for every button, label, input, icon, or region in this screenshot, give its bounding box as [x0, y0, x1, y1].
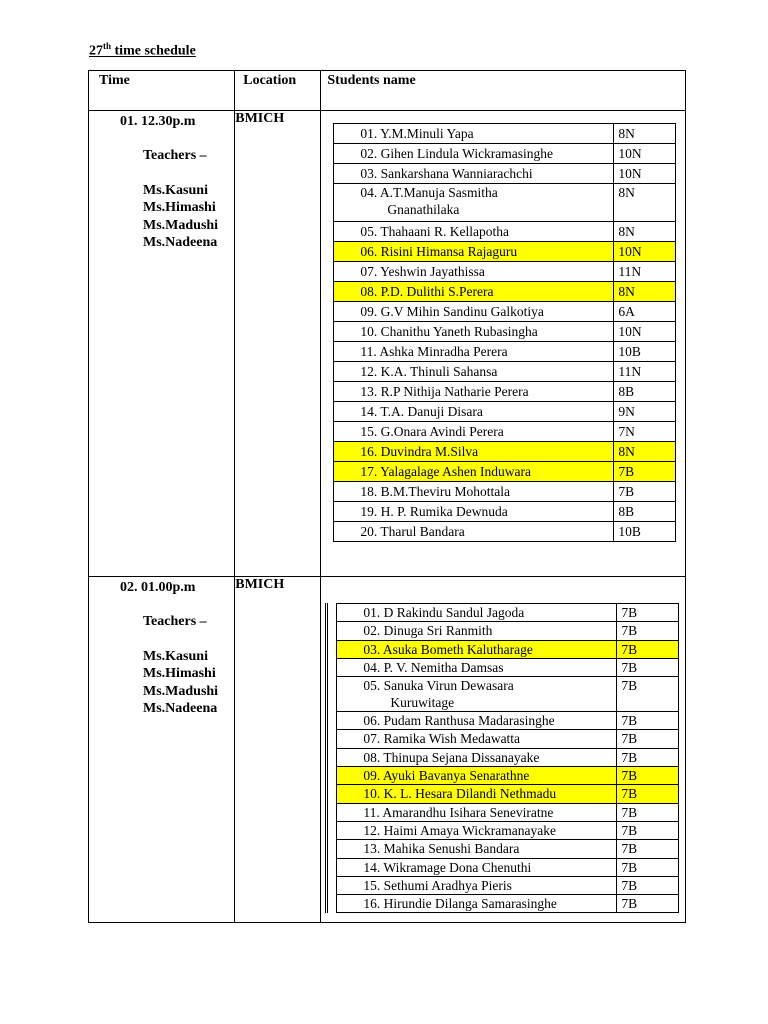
student-name: 04. A.T.Manuja Sasmitha — [360, 185, 498, 200]
student-name: 03. Asuka Bometh Kalutharage — [363, 641, 533, 657]
student-grade: 7B — [614, 462, 676, 482]
header-cell-time — [89, 71, 235, 111]
student-name-cell — [334, 144, 614, 164]
student-name: 11. Amarandhu Isihara Seneviratne — [363, 804, 554, 820]
student-name: 01. Y.M.Minuli Yapa — [360, 126, 474, 141]
student-row — [337, 803, 679, 821]
student-row — [334, 322, 676, 342]
student-row — [334, 402, 676, 422]
student-row — [337, 785, 679, 803]
student-name-cell — [337, 785, 617, 803]
student-name-continued: Gnanathilaka — [387, 202, 460, 217]
student-grade: 11N — [614, 262, 676, 282]
student-row — [334, 482, 676, 502]
session-2-location: BMICH — [235, 577, 321, 923]
student-name-cell — [337, 622, 617, 640]
student-name-cell — [337, 840, 617, 858]
student-grade: 10N — [614, 322, 676, 342]
student-grade: 8B — [614, 502, 676, 522]
student-name-cell — [337, 712, 617, 730]
student-name: 12. K.A. Thinuli Sahansa — [360, 364, 498, 379]
student-name-cell — [334, 222, 614, 242]
student-row — [337, 622, 679, 640]
student-row — [337, 840, 679, 858]
student-row — [334, 442, 676, 462]
student-row — [334, 164, 676, 184]
teacher-name: Ms.Nadeena — [143, 701, 218, 716]
student-name-cell — [334, 184, 614, 222]
session-1-time-block — [89, 111, 234, 252]
student-name-cell — [334, 164, 614, 184]
student-name: 01. D Rakindu Sandul Jagoda — [363, 605, 525, 620]
student-grade: 10B — [614, 522, 676, 542]
student-name: 20. Tharul Bandara — [360, 524, 465, 539]
student-name-cell — [337, 767, 617, 785]
student-name-cell — [334, 302, 614, 322]
student-grade: 8N — [614, 124, 676, 144]
student-grade: 9N — [614, 402, 676, 422]
student-name: 11. Ashka Minradha Perera — [360, 344, 508, 359]
session-2-teacher-list — [143, 648, 234, 718]
session-row-1 — [89, 111, 686, 577]
session-2-students-cell — [321, 577, 686, 923]
student-name-cell — [334, 282, 614, 302]
student-name: 06. Pudam Ranthusa Madarasinghe — [363, 713, 555, 729]
student-name-cell — [334, 402, 614, 422]
session-2-students-table — [336, 603, 679, 913]
student-grade: 10N — [614, 144, 676, 164]
student-name-cell — [337, 658, 617, 676]
student-row — [334, 262, 676, 282]
page-title — [89, 41, 196, 60]
student-row — [334, 342, 676, 362]
student-grade: 7B — [617, 677, 679, 712]
teacher-name: Ms.Himashi — [143, 666, 216, 681]
student-name: 16. Duvindra M.Silva — [360, 444, 479, 459]
session-2-time: 02. 01.00p.m — [120, 580, 196, 595]
session-2-time-block — [89, 577, 234, 718]
student-grade: 10N — [614, 164, 676, 184]
student-name: 02. Gihen Lindula Wickramasinghe — [360, 146, 554, 161]
student-row — [337, 604, 679, 622]
student-grade: 7B — [617, 712, 679, 730]
student-grade: 7B — [614, 482, 676, 502]
student-grade: 6A — [614, 302, 676, 322]
student-name-cell — [334, 422, 614, 442]
session-1-teacher-list — [143, 182, 234, 252]
student-row — [337, 858, 679, 876]
student-grade: 7B — [617, 730, 679, 748]
session-row-2 — [89, 577, 686, 923]
student-grade: 7B — [617, 858, 679, 876]
student-grade: 11N — [614, 362, 676, 382]
header-students-name: Students name — [327, 73, 416, 88]
student-row — [334, 144, 676, 164]
session-1-teachers — [120, 147, 234, 252]
student-row — [337, 748, 679, 766]
student-name: 14. T.A. Danuji Disara — [360, 404, 483, 419]
teacher-name: Ms.Madushi — [143, 683, 219, 699]
student-name-cell — [334, 322, 614, 342]
student-row — [334, 522, 676, 542]
student-name-cell — [337, 895, 617, 913]
session-1-students-table — [333, 123, 676, 542]
student-grade: 7B — [617, 748, 679, 766]
schedule-table — [88, 70, 686, 923]
title-number: 27 — [89, 43, 103, 59]
student-name: 05. Thahaani R. Kellapotha — [360, 224, 509, 239]
student-name: 08. P.D. Dulithi S.Perera — [360, 284, 494, 299]
student-name: 04. P. V. Nemitha Damsas — [363, 659, 504, 675]
student-name-cell — [334, 342, 614, 362]
student-row — [334, 242, 676, 262]
student-row — [337, 821, 679, 839]
student-name: 18. B.M.Theviru Mohottala — [360, 484, 510, 499]
student-name-cell — [337, 604, 617, 622]
student-name: 07. Yeshwin Jayathissa — [360, 264, 485, 279]
student-row — [334, 502, 676, 522]
student-name-cell — [337, 677, 617, 712]
student-grade: 7B — [617, 658, 679, 676]
student-name: 13. R.P Nithija Natharie Perera — [360, 384, 529, 399]
session-1-time: 01. 12.30p.m — [120, 114, 196, 129]
student-grade: 7B — [617, 840, 679, 858]
student-name-cell — [337, 640, 617, 658]
title-ordinal-suffix: th — [103, 41, 112, 51]
student-name-cell — [334, 502, 614, 522]
student-row — [334, 124, 676, 144]
student-grade: 8N — [614, 222, 676, 242]
student-row — [334, 282, 676, 302]
student-grade: 8N — [614, 282, 676, 302]
student-name: 05. Sanuka Virun Dewasara — [363, 678, 514, 694]
student-row — [334, 184, 676, 222]
student-name: 07. Ramika Wish Medawatta — [363, 731, 521, 747]
student-name: 09. G.V Mihin Sandinu Galkotiya — [360, 304, 544, 319]
student-name: 15. Sethumi Aradhya Pieris — [363, 877, 512, 893]
student-row — [337, 677, 679, 712]
student-name-cell — [337, 876, 617, 894]
student-grade: 7B — [617, 785, 679, 803]
student-row — [337, 658, 679, 676]
session-2-time-cell — [89, 577, 235, 923]
header-location: Location — [243, 73, 297, 88]
teacher-name: Ms.Nadeena — [143, 235, 218, 250]
student-name: 09. Ayuki Bavanya Senarathne — [363, 768, 530, 784]
teacher-name: Ms.Madushi — [143, 217, 219, 233]
student-grade: 7B — [617, 821, 679, 839]
student-name-cell — [337, 730, 617, 748]
student-row — [334, 362, 676, 382]
student-row — [334, 302, 676, 322]
student-name-continued: Kuruwitage — [390, 695, 455, 711]
session-2-teachers — [120, 613, 234, 718]
student-name: 12. Haimi Amaya Wickramanayake — [363, 822, 557, 838]
student-name-cell — [334, 522, 614, 542]
session-1-time-cell — [89, 111, 235, 577]
student-name-cell — [337, 821, 617, 839]
student-name: 14. Wikramage Dona Chenuthi — [363, 859, 532, 875]
student-name-cell — [334, 262, 614, 282]
session-1-students-cell — [321, 111, 686, 577]
student-name: 10. Chanithu Yaneth Rubasingha — [360, 324, 538, 339]
student-name-cell — [334, 242, 614, 262]
student-grade: 7B — [617, 640, 679, 658]
student-grade: 7B — [617, 803, 679, 821]
title-text: time schedule — [111, 43, 196, 59]
student-row — [334, 222, 676, 242]
student-name: 03. Sankarshana Wanniarachchi — [360, 166, 533, 181]
student-name: 13. Mahika Senushi Bandara — [363, 841, 520, 857]
student-name-cell — [334, 124, 614, 144]
header-cell-location — [235, 71, 321, 111]
student-name-cell — [337, 858, 617, 876]
student-row — [337, 876, 679, 894]
student-row — [334, 382, 676, 402]
student-grade: 8N — [614, 184, 676, 222]
student-name: 08. Thinupa Sejana Dissanayake — [363, 749, 540, 765]
session-2-students-frame — [325, 603, 685, 913]
student-name: 15. G.Onara Avindi Perera — [360, 424, 504, 439]
student-name-cell — [334, 442, 614, 462]
header-row — [89, 71, 686, 111]
teacher-name: Ms.Kasuni — [143, 648, 208, 664]
header-cell-students — [321, 71, 686, 111]
student-row — [334, 462, 676, 482]
student-name: 06. Risini Himansa Rajaguru — [360, 244, 518, 259]
student-grade: 8B — [614, 382, 676, 402]
session-1-teachers-label: Teachers – — [143, 148, 207, 163]
student-name-cell — [337, 748, 617, 766]
student-row — [334, 422, 676, 442]
student-name-cell — [334, 382, 614, 402]
header-time: Time — [99, 73, 130, 88]
student-name: 16. Hirundie Dilanga Samarasinghe — [363, 896, 557, 912]
teacher-name: Ms.Kasuni — [143, 182, 208, 198]
student-name-cell — [334, 482, 614, 502]
student-row — [337, 767, 679, 785]
student-grade: 7B — [617, 767, 679, 785]
student-name: 10. K. L. Hesara Dilandi Nethmadu — [363, 786, 557, 802]
student-grade: 7N — [614, 422, 676, 442]
student-name-cell — [337, 803, 617, 821]
student-grade: 7B — [617, 895, 679, 913]
student-row — [337, 640, 679, 658]
student-name-cell — [334, 462, 614, 482]
teacher-name: Ms.Himashi — [143, 200, 216, 215]
student-name: 02. Dinuga Sri Ranmith — [363, 623, 493, 639]
student-name: 19. H. P. Rumika Dewnuda — [360, 504, 508, 519]
student-name: 17. Yalagalage Ashen Induwara — [360, 464, 531, 479]
student-grade: 10N — [614, 242, 676, 262]
student-grade: 7B — [617, 604, 679, 622]
student-grade: 10B — [614, 342, 676, 362]
student-grade: 7B — [617, 622, 679, 640]
student-grade: 8N — [614, 442, 676, 462]
student-row — [337, 730, 679, 748]
student-name-cell — [334, 362, 614, 382]
student-row — [337, 712, 679, 730]
session-1-location: BMICH — [235, 111, 321, 577]
student-row — [337, 895, 679, 913]
student-grade: 7B — [617, 876, 679, 894]
session-2-teachers-label: Teachers – — [143, 614, 207, 629]
